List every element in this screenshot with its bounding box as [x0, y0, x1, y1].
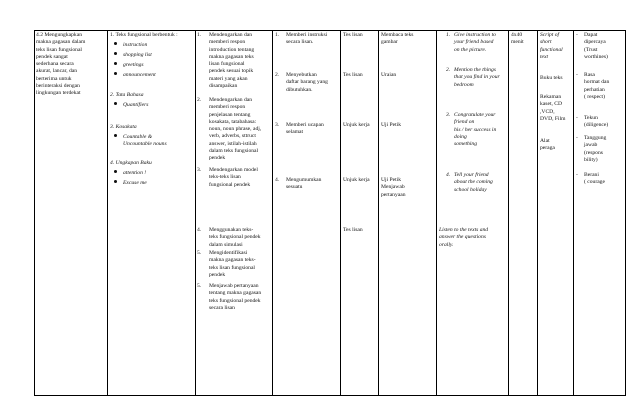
bullet-icon: [114, 62, 117, 65]
column-divider: [340, 30, 341, 396]
bullet-icon: [114, 180, 117, 183]
sumber-item: Rekaman kaset, CD ,VCD, DVD, Film: [540, 94, 566, 122]
list-number: 2.: [197, 97, 202, 103]
list-number: 4.: [446, 172, 451, 178]
list-number: 2.: [275, 72, 280, 78]
sumber-item: Buku teks: [540, 75, 563, 81]
bentuk-item: Uji Petik Menjawab pertanyaan: [381, 177, 406, 198]
bentuk-item: Membaca teks gambar: [381, 32, 414, 46]
sumber-item: Alat peraga: [540, 138, 555, 152]
contoh-item: Congratulate your friend on his / her success in doing something: [454, 112, 497, 148]
bentuk-item: Uji Petik: [381, 122, 402, 128]
list-number: 2.: [446, 67, 451, 73]
list-dash: -: [576, 72, 578, 78]
list-number: 4.: [275, 177, 280, 183]
list-number: 1.: [446, 32, 451, 38]
materi-list-item: Countable & Uncountable nouns: [114, 134, 167, 149]
materi-list-item: greetings: [114, 62, 144, 69]
materi-list-item: announcement: [114, 72, 156, 79]
list-dash: -: [576, 32, 578, 38]
bullet-icon: [114, 102, 117, 105]
teknik-item: Tes lisan: [343, 32, 363, 38]
column-divider: [508, 30, 509, 396]
list-number: 3.: [275, 122, 280, 128]
bullet-icon: [114, 42, 117, 45]
kegiatan-item: Mendengarkan dan memberi respon introduction tentang makna gagasan teks lisan fungsional pendek sesuai topik materi yang akan disampaikan: [209, 32, 255, 90]
karakter-item: Rasa hormat dan perhatian ( respect): [584, 72, 610, 100]
column-divider: [537, 30, 538, 396]
materi-list-item: shopping list: [114, 52, 152, 59]
column-divider: [195, 30, 196, 396]
materi-list-item: Excuse me: [114, 180, 147, 187]
indikator-item: Memberi instruksi secara lisan.: [286, 32, 328, 46]
list-number: 1.: [275, 32, 280, 38]
table-border-bottom: [34, 395, 625, 396]
materi-group-title: 4. Ungkapan Baku: [110, 160, 152, 166]
column-divider: [378, 30, 379, 396]
indikator-item: Mengumumkan sesuatu: [286, 177, 322, 191]
list-dash: -: [576, 172, 578, 178]
bullet-icon: [114, 52, 117, 55]
karakter-item: Dapat dipercaya (Trust worthines): [584, 32, 608, 60]
kegiatan-item: Mengidentifikasi makna gagasan teks- teks lisan fungsional pendek: [209, 250, 256, 278]
kegiatan-item: Mendengarkan model teks-teks lisan fungsional pendek: [209, 167, 258, 188]
bentuk-item: Uraian: [381, 72, 397, 78]
materi-group-title: 1. Teks fungsional berbentuk :: [110, 32, 178, 38]
column-divider: [573, 30, 574, 396]
column-divider: [436, 30, 437, 396]
bullet-icon: [114, 72, 117, 75]
contoh-item: Give instruction to your friend based on the picture.: [454, 32, 496, 53]
teknik-item: Tes lisan: [343, 72, 363, 78]
sumber-item: Script of short functional text: [540, 32, 563, 60]
contoh-item: Listen to the texts and answer the questions orally.: [439, 227, 489, 248]
materi-list-item: attention !: [114, 170, 146, 177]
table-border-top: [34, 30, 625, 31]
materi-group-title: 3. Kosakata: [110, 124, 137, 130]
list-number: 5.: [197, 250, 202, 256]
waktu-cell: 4x40 menit: [511, 32, 524, 46]
column-divider: [272, 30, 273, 396]
column-divider: [107, 30, 108, 396]
karakter-item: Tanggung jawab (respons bility): [584, 135, 607, 163]
contoh-item: Tell your friend about the coming school holiday: [454, 172, 493, 193]
table-border-left: [34, 30, 35, 396]
kegiatan-item: Menggunakan teks- teks fungsional pendek dalam simulasi: [209, 227, 261, 248]
list-dash: -: [576, 115, 578, 121]
table-border-right: [625, 30, 626, 396]
contoh-item: Mention the things that you find in your bedroom: [454, 67, 500, 88]
kegiatan-item: Mendengarkan dan memberi respon penjelasan tentang kosakata, tatabahasa: noun, noun phrase, adj, verb, adverbs, sttruct answer, istilah-istilah dalam teks fungsional pendek: [209, 97, 262, 162]
teknik-item: Tes lisan: [343, 227, 363, 233]
bullet-icon: [114, 170, 117, 173]
materi-list-item: Quantifiers: [114, 102, 148, 109]
list-number: 5.: [197, 283, 202, 289]
kegiatan-item: Menjawab pertanyaan tentang makna gagasan teks fungsional pendek secara lisan: [209, 283, 262, 311]
karakter-item: Berani ( courage: [584, 172, 605, 186]
list-dash: -: [576, 135, 578, 141]
materi-list-item: instruction: [114, 42, 147, 49]
list-number: 3.: [446, 112, 451, 118]
teknik-item: Unjuk kerja: [343, 177, 370, 183]
materi-group-title: 2. Tata Bahasa: [110, 92, 144, 98]
karakter-item: Tekun (diligence): [584, 115, 609, 129]
list-number: 1.: [197, 32, 202, 38]
list-number: 3.: [197, 167, 202, 173]
indikator-item: Menyebutkan daftar barang yang dibutuhkan.: [286, 72, 328, 93]
list-number: 4.: [197, 227, 202, 233]
indikator-item: Memberi ucapan selamat: [286, 122, 324, 136]
kd-cell: 4.2 Mengungkapkan makna gagasan dalam teks lisan fungsional pendek sangat sederhana secara akurat, lancar, dan berterima untuk berinteraksi dengan lingkungan terdekat: [36, 32, 86, 97]
teknik-item: Unjuk kerja: [343, 122, 370, 128]
bullet-icon: [114, 134, 117, 137]
